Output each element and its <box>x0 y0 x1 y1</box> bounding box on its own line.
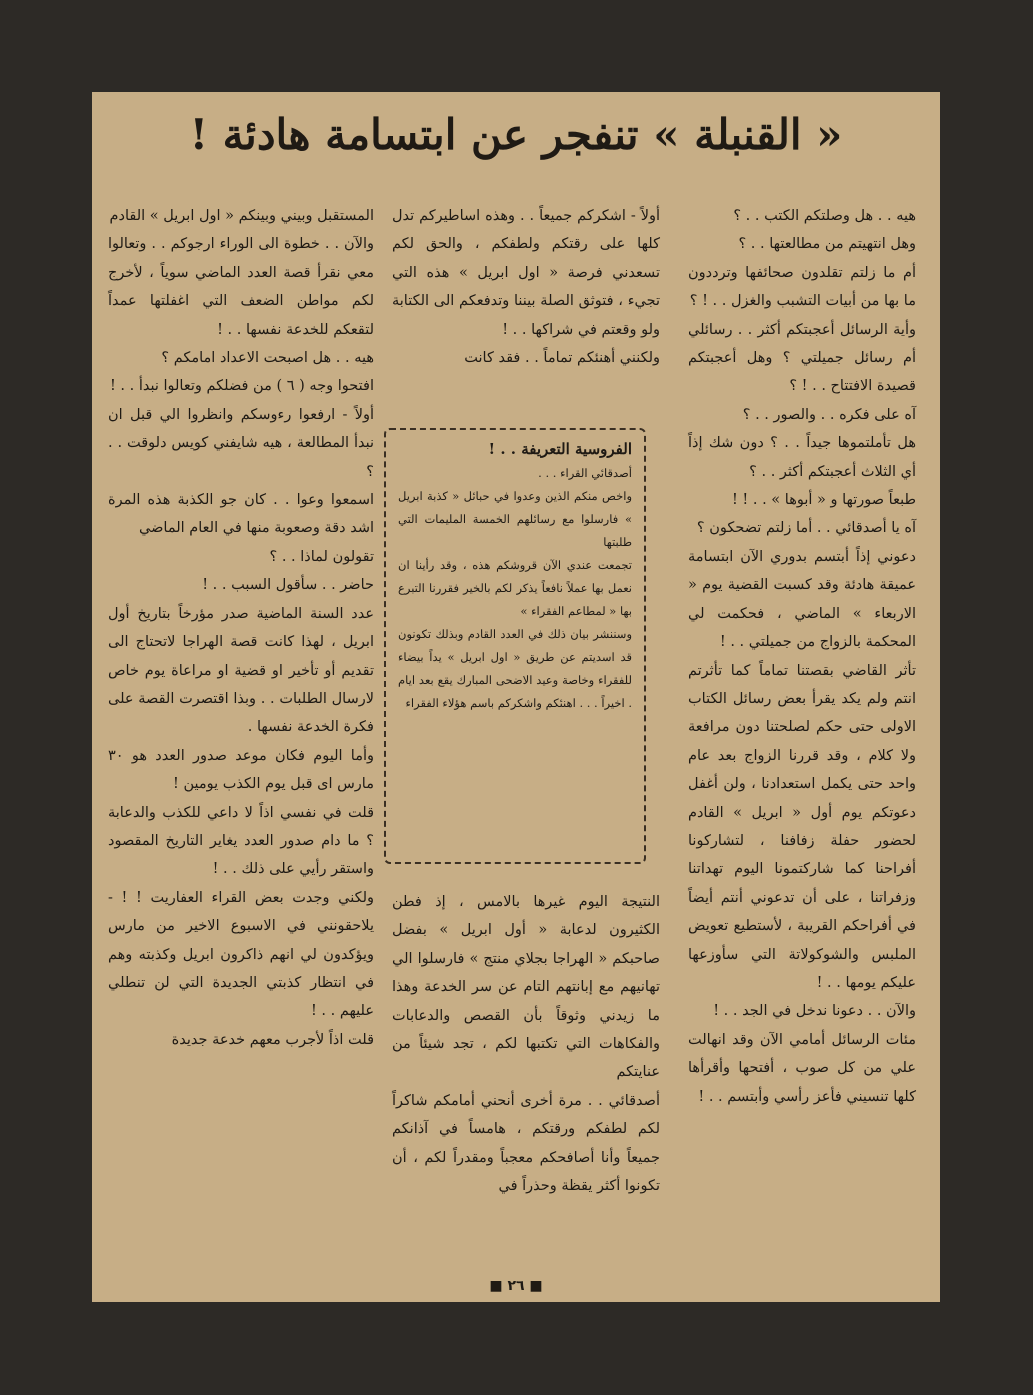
paragraph: وأية الرسائل أعجبتكم أكثر . . رسائلي أم رسائل جميلتي ؟ وهل أعجبتكم قصيدة الافتتاح . . ! ؟ <box>688 321 916 395</box>
paragraph: ولكني وجدت بعض القراء العفاريت ! ! - يلاحقونني في الاسبوع الاخير من مارس ويؤكدون لي انهم ذاكرون ابريل وكذبته وهم في انتظار كذبتي الجديدة التي لن تنطلي عليهم . . ! <box>108 889 374 1020</box>
paragraph: عدد السنة الماضية صدر مؤرخاً بتاريخ أول ابريل ، لهذا كانت قصة الهراجا لاتحتاج الى تقديم أو تأخير او قضية او مراعاة يوم خاص لارسال الطلبات . . وبذا اقتصرت القصة على فكرة الخدعة نفسها . <box>108 605 374 736</box>
paragraph: النتيجة اليوم غيرها بالامس ، إذ فطن الكثيرون لدعابة « أول ابريل » بفضل صاحبكم « الهراجا بجلاي منتج » فارسلوا الي تهانيهم مع إبانتهم التام عن سر الخدعة وهذا ما زيدني وثوقاً بأن القصص والدعابات والفكاهات التي تكتبها لكم ، تجد شيئاً من عنايتكم <box>392 894 660 1081</box>
paragraph: حاضر . . سأقول السبب . . ! <box>202 577 374 594</box>
column-left <box>108 202 374 1054</box>
magazine-page <box>92 92 940 1302</box>
paragraph: افتحوا وجه ( ٦ ) من فضلكم وتعالوا نبدأ . . ! <box>109 378 374 395</box>
paragraph: آه يا أصدقائي . . أما زلتم تضحكون ؟ <box>696 520 916 537</box>
box-paragraph: واخص منكم الذين وعدوا في حبائل « كذبة ابريل » فارسلوا مع رسائلهم الخمسة المليمات التي طلبتها <box>398 489 632 549</box>
paragraph: أم ما زلتم تقلدون صحائفها وترددون ما بها من أبيات التشبب والغزل . . ! ؟ <box>688 264 916 310</box>
paragraph: هيه . . هل اصبحت الاعداد امامكم ؟ <box>161 350 374 367</box>
paragraph: أولاً - ارفعوا رءوسكم وانظروا الي قبل ان نبدأ المطالعة ، هيه شايفني كويس دلوقت . . ؟ <box>108 406 374 480</box>
boxed-notice <box>384 428 646 864</box>
box-paragraph: أصدقائي القراء . . . <box>538 466 632 480</box>
paragraph: أولاً - اشكركم جميعاً . . وهذه اساطيركم تدل كلها على رقتكم ولطفكم ، والحق لكم تسعدني فرصة « اول ابريل » هذه التي تجيء ، فتوثق الصلة بيننا وتدفعكم الى الكتابة ولو وقعتم في شراكها . . ! <box>392 208 660 338</box>
paragraph: والآن . . دعونا ندخل في الجد . . ! <box>713 1003 916 1020</box>
paragraph: أصدقائي . . مرة أخرى أنحني أمامكم شاكراً لكم لطفكم ورقتكم ، هامساً في آذانكم جميعاً وأنا أصافحكم معجباً ومقدراً لكم ، أن تكونوا أكثر يقظة وحذراً في <box>392 1092 660 1195</box>
box-paragraph: وسننشر بيان ذلك في العدد القادم وبذلك تكونون قد اسديتم عن طريق « اول ابريل » يداً بيضاء للفقراء وخاصة وعيد الاضحى المبارك يقع بعد ايام . اخيراً . . . اهنئكم واشكركم باسم هؤلاء الفقراء <box>398 627 632 710</box>
page-number: ■ ٢٦ ■ <box>489 1278 543 1294</box>
paragraph: آه على فكره . . والصور . . ؟ <box>742 406 916 423</box>
paragraph: دعوني إذاً أبتسم بدوري الآن ابتسامة عميقة هادئة وقد كسبت القضية يوم « الاربعاء » الماضي ، فحكمت لي المحكمة بالزواج من جميلتي . . ! <box>688 548 916 651</box>
paragraph: مئات الرسائل أمامي الآن وقد انهالت علي من كل صوب ، أفتحها وأقرأها كلها تنسيني فأعز رأسي وأبتسم . . ! <box>688 1031 916 1105</box>
paragraph: تقولون لماذا . . ؟ <box>269 548 374 565</box>
box-title: الفروسية التعريفة . . ! <box>488 440 632 458</box>
paragraph: تأثر القاضي بقصتنا تماماً كما تأثرتم انتم ولم يكد يقرأ بعض رسائل الكتاب الاولى حتى حكم لصلحتنا دون مرافعة ولا كلام ، وقد قررنا الزواج بعد عام واحد حتى يكمل استعدادنا ، ولن أغفل دعوتكم يوم أول « ابريل » القادم لحضور حفلة زفافنا ، لتشاركونا أفراحنا كما شاركتمونا اليوم تهداتنا وزفراتنا ، على أن تدعوني أنتم أيضاً في أفراحكم القريبة ، لأستطيع تعويض الملبس والشوكولاتة التي سأوزعها عليكم يومها . . ! <box>688 662 916 991</box>
paragraph: ولكنني أهنئكم تماماً . . فقد كانت <box>464 350 660 367</box>
box-paragraph: تجمعت عندي الآن قروشكم هذه ، وقد رأينا ان نعمل بها عملاً نافعاً يذكر لكم بالخير فقررنا التبرع بها « لمطاعم الفقراء » <box>398 558 632 618</box>
article-title: « القنبلة » تنفجر عن ابتسامة هادئة ! <box>189 110 843 159</box>
column-right <box>688 202 916 1111</box>
column-middle-bottom <box>392 888 660 1200</box>
column-middle-top <box>392 202 660 372</box>
paragraph: قلت اذاً لأجرب معهم خدعة جديدة <box>171 1031 374 1048</box>
paragraph: اسمعوا وعوا . . كان جو الكذبة هذه المرة اشد دقة وصعوبة منها في العام الماضي <box>108 492 374 537</box>
paragraph: هيه . . هل وصلتكم الكتب . . ؟ <box>733 208 916 224</box>
box-body <box>398 462 632 715</box>
paragraph: طبعاً صورتها و « أبوها » . . ! ! <box>732 492 916 509</box>
paragraph: قلت في نفسي اذاً لا داعي للكذب والدعابة ؟ ما دام صدور العدد يغاير التاريخ المقصود واستقر رأيي على ذلك . . ! <box>108 804 374 878</box>
paragraph: هل تأملتموها جيداً . . ؟ دون شك إذاً أي الثلاث أعجبتكم أكثر . . ؟ <box>688 435 916 480</box>
paragraph: المستقبل وبيني وبينكم « اول ابريل » القادم <box>109 208 374 224</box>
paragraph: وأما اليوم فكان موعد صدور العدد هو ٣٠ مارس اى قبل يوم الكذب يومين ! <box>108 747 374 793</box>
paragraph: وهل انتهيتم من مطالعتها . . ؟ <box>738 236 916 253</box>
paragraph: والآن . . خطوة الى الوراء ارجوكم . . وتعالوا معي نقرأ قصة العدد الماضي سوياً ، لأخرج لكم مواطن الضعف التي اغفلتها عمداً لتقعكم للخدعة نفسها . . ! <box>108 236 374 338</box>
